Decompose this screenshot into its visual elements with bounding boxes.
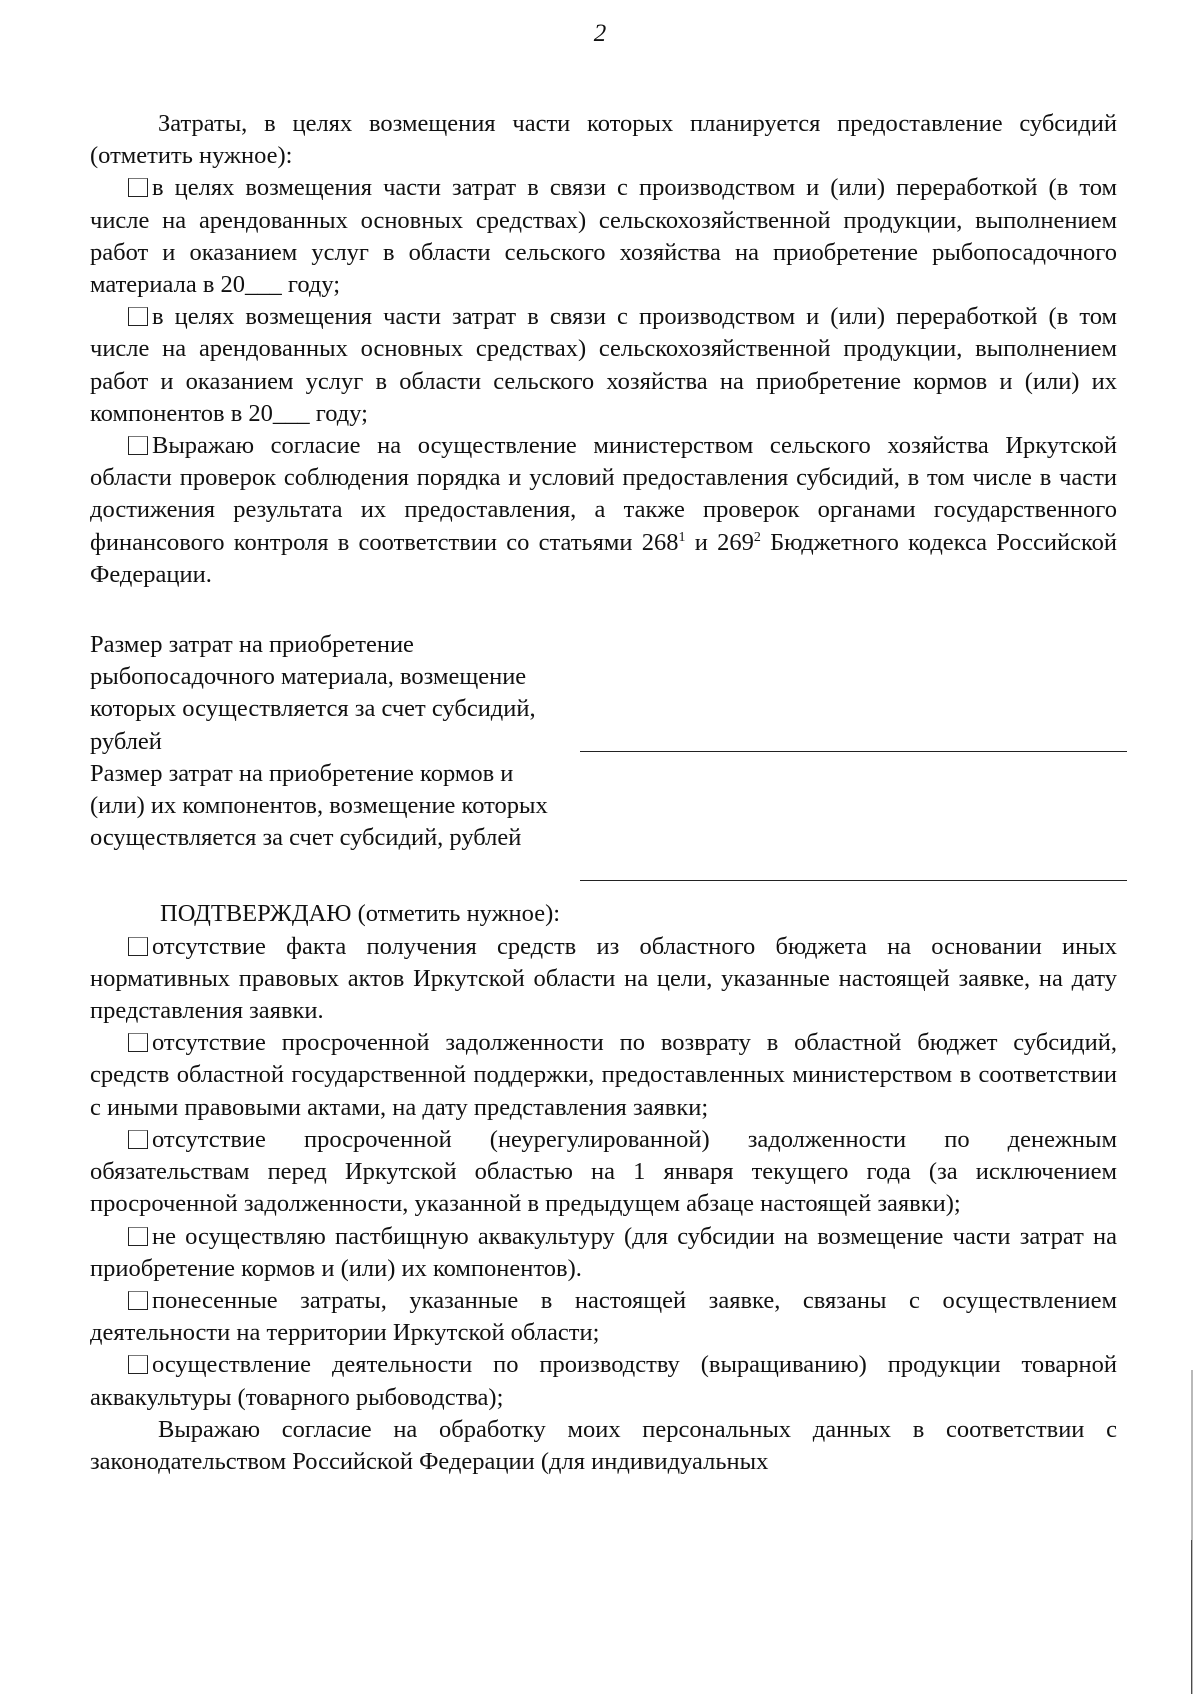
confirm-item <box>90 1349 1117 1413</box>
scan-edge-line <box>1191 1540 1192 1694</box>
confirm-item-text: не осуществляю пастбищную аквакультуру (для субсидии на возмещение части затрат на приобретение кормов и (или) их компонентов). <box>90 1222 1117 1282</box>
confirm-item <box>90 1027 1117 1124</box>
cost-amounts-section <box>90 629 1117 854</box>
consent-sup-1: 1 <box>678 529 686 545</box>
page-number: 2 <box>593 20 607 47</box>
checkbox-no-pasture-aquaculture[interactable] <box>128 1227 148 1246</box>
confirm-item-text: отсутствие просроченной задолженности по возврату в областной бюджет субсидий, средств областной государственной поддержки, предоставленных министерством в соответствии с иными правовыми актами, на дату представления заявки; <box>90 1029 1117 1121</box>
consent-text-3: Бюджетного кодекса Российской Федерации. <box>90 528 1118 588</box>
cost-amounts-labels <box>90 629 570 854</box>
spacer <box>90 854 1117 898</box>
cost-option-feed <box>90 301 1117 430</box>
cost-intro: Затраты, в целях возмещения части которых планируется предоставление субсидий (отметить нужное): <box>90 110 1117 170</box>
confirm-item-text: отсутствие факта получения средств из областного бюджета на основании иных нормативных правовых актов Иркутской области на цели, указанные настоящей заявке, на дату представления заявки. <box>90 932 1117 1025</box>
confirm-item <box>90 1285 1117 1349</box>
confirm-heading: ПОДТВЕРЖДАЮ (отметить нужное): <box>160 900 561 928</box>
fish-cost-field[interactable] <box>580 751 1127 752</box>
consent-text-1: Выражаю согласие на осуществление министерством сельского хозяйства Иркутской области проверок соблюдения порядка и условий предоставления субсидий, в том числе в части достижения результата их предоставления, а также проверок органами государственного финансового контроля в соответствии со статьями 268 <box>90 432 1117 556</box>
checkbox-no-other-funds[interactable] <box>128 937 148 956</box>
confirm-item-text: отсутствие просроченной (неурегулированной) задолженности по денежным обязательствам перед Иркутской областью на 1 января текущего года (за исключением просроченной задолженности, указанной в предыдущем абзаце настоящей заявки); <box>90 1125 1117 1218</box>
feed-cost-field[interactable] <box>580 880 1127 881</box>
consent-text-2: и 269 <box>685 528 754 556</box>
spacer <box>90 591 1117 629</box>
cost-option-feed-text: в целях возмещения части затрат в связи с производством и (или) переработкой (в том числе на арендованных основных средствах) сельскохозяйственной продукции, выполнением работ и оказанием услуг в области сельского хозяйства на приобретение кормов и (или) их компонентов в 20___ году; <box>90 303 1117 427</box>
checkbox-fish-stock[interactable] <box>128 178 148 197</box>
checkbox-aquaculture-activity[interactable] <box>128 1355 148 1374</box>
confirm-item <box>90 1124 1117 1221</box>
fish-cost-label: Размер затрат на приобретение рыбопосадочного материала, возмещение которых осуществляется за счет субсидий, рублей <box>90 631 536 755</box>
confirm-item <box>90 931 1117 1028</box>
feed-cost-label: Размер затрат на приобретение кормов и (или) их компонентов, возмещение которых осуществляется за счет субсидий, рублей <box>90 759 548 852</box>
checkbox-no-overdue-obligations[interactable] <box>128 1130 148 1149</box>
confirm-item-text: понесенные затраты, указанные в настоящей заявке, связаны с осуществлением деятельности на территории Иркутской области; <box>90 1286 1117 1347</box>
cost-option-fish-stock <box>90 172 1117 301</box>
cost-option-fish-stock-text: в целях возмещения части затрат в связи с производством и (или) переработкой (в том числе на арендованных основных средствах) сельскохозяйственной продукции, выполнением работ и оказанием услуг в области сельского хозяйства на приобретение рыбопосадочного материала в 20___ году; <box>90 174 1117 299</box>
checkbox-feed[interactable] <box>128 307 148 326</box>
consent-sup-2: 2 <box>753 529 761 545</box>
form-content <box>90 108 1117 1478</box>
checkbox-no-overdue-return[interactable] <box>128 1033 148 1052</box>
checkbox-costs-in-region[interactable] <box>128 1291 148 1310</box>
inspection-consent <box>90 430 1117 591</box>
personal-data-consent: Выражаю согласие на обработку моих персональных данных в соответствии с законодательством Российской Федерации (для индивидуальных <box>90 1415 1117 1475</box>
checkbox-inspection-consent[interactable] <box>128 436 148 455</box>
confirm-item-text: осуществление деятельности по производству (выращиванию) продукции товарной аквакультуры (товарного рыбоводства); <box>90 1351 1117 1411</box>
confirm-item <box>90 1221 1117 1285</box>
